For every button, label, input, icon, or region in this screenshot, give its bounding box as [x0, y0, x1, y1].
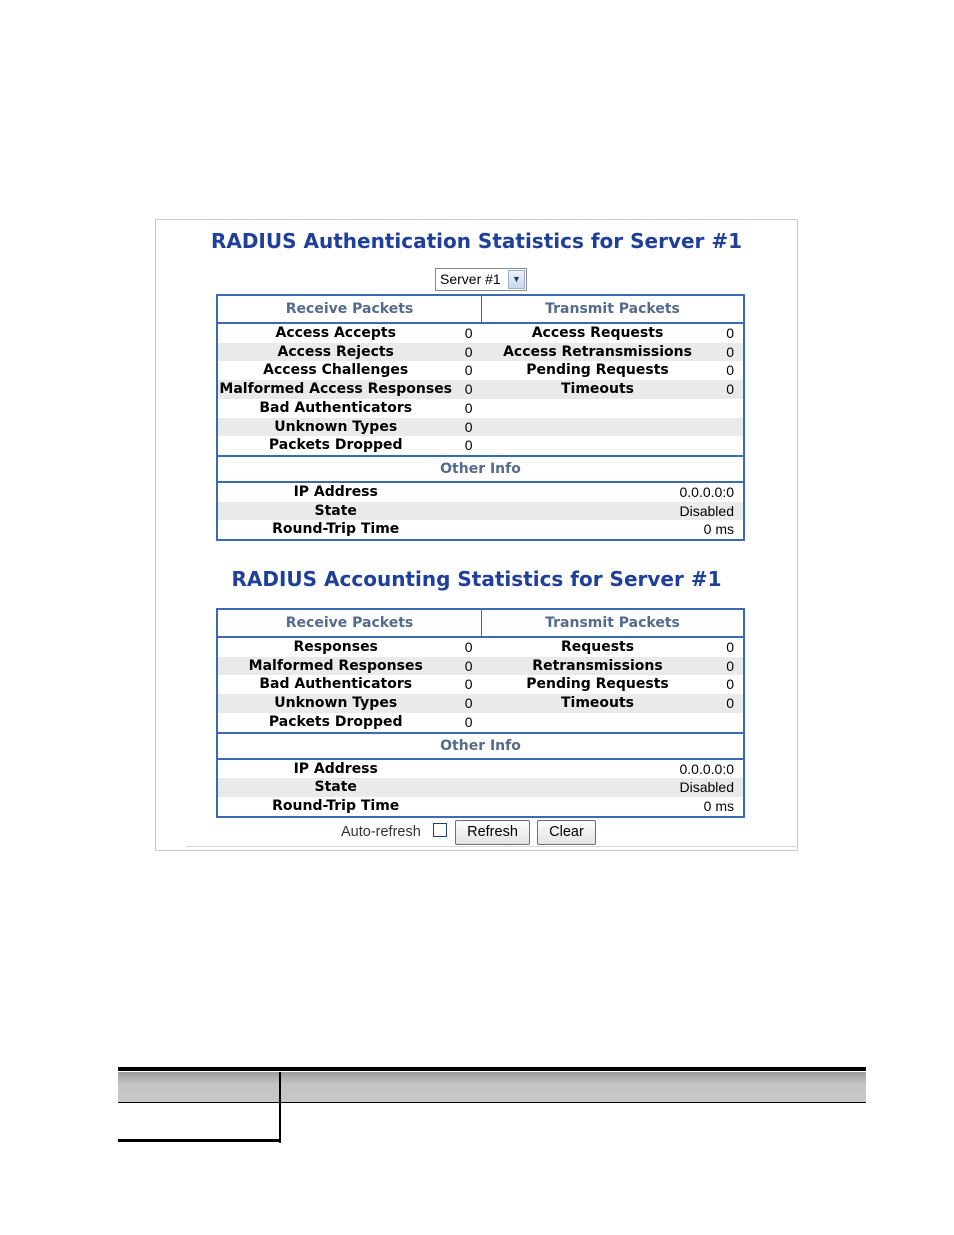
stat-row: [217, 675, 744, 694]
receive-value: 0: [464, 325, 473, 341]
acct-receive-header: Receive Packets: [217, 609, 482, 637]
clear-button[interactable]: Clear: [537, 820, 596, 845]
receive-label: Access Rejects: [217, 343, 453, 362]
other-info-label: State: [217, 778, 453, 797]
spacer-cell: [453, 482, 481, 502]
receive-label: Malformed Responses: [217, 657, 453, 676]
receive-value: 0: [453, 380, 481, 399]
transmit-label: [482, 713, 714, 733]
other-info-header-row: [217, 733, 744, 759]
other-info-header: Other Info: [217, 456, 744, 482]
transmit-label: Access Retransmissions: [482, 343, 714, 362]
receive-label: Malformed Access Responses: [217, 380, 453, 399]
transmit-value: 0: [714, 343, 745, 362]
stat-row: [217, 323, 744, 343]
receive-value: 0: [453, 694, 481, 713]
transmit-label: Retransmissions: [482, 657, 714, 676]
other-info-row: [217, 502, 744, 521]
auth-stats-table: [216, 294, 745, 541]
stat-row: [217, 343, 744, 362]
receive-value: 0: [464, 437, 473, 454]
doc-table-header-rule: [118, 1102, 866, 1103]
transmit-label: Access Requests: [531, 325, 664, 341]
panel-divider: [186, 846, 797, 847]
transmit-label: [482, 436, 714, 456]
transmit-value: 0: [726, 639, 734, 655]
stat-row: [217, 436, 744, 456]
other-info-row: [217, 797, 744, 817]
acct-transmit-header: Transmit Packets: [482, 609, 745, 637]
transmit-label: Pending Requests: [526, 362, 669, 379]
auto-refresh-label: Auto-refresh: [341, 824, 421, 840]
doc-table-header-row: [118, 1072, 866, 1102]
doc-table-column-divider: [279, 1072, 281, 1143]
transmit-value: [714, 399, 745, 418]
other-info-value: 0 ms: [703, 521, 734, 538]
stat-row: [217, 399, 744, 418]
stat-row: [217, 657, 744, 676]
other-info-value: Disabled: [482, 778, 745, 797]
auth-transmit-header: Transmit Packets: [482, 295, 745, 323]
spacer-cell: [453, 778, 481, 797]
receive-label: Packets Dropped: [268, 437, 403, 454]
auth-title: RADIUS Authentication Statistics for Server #1: [210, 229, 743, 253]
doc-table-top-rule: [118, 1067, 866, 1071]
receive-value: 0: [453, 343, 481, 362]
other-info-label: IP Address: [293, 483, 378, 500]
transmit-value: 0: [726, 676, 734, 693]
receive-value: 0: [464, 639, 473, 655]
receive-label: Access Challenges: [263, 362, 409, 379]
stat-row: [217, 361, 744, 380]
receive-label: Bad Authenticators: [259, 399, 413, 416]
transmit-label: Timeouts: [482, 380, 714, 399]
other-info-row: [217, 520, 744, 540]
transmit-label: Timeouts: [482, 694, 714, 713]
server-select[interactable]: [435, 268, 527, 291]
transmit-value: 0: [726, 362, 734, 379]
other-info-value: 0.0.0.0:0: [679, 760, 734, 777]
other-info-header: Other Info: [217, 733, 744, 759]
transmit-value: [714, 713, 745, 733]
transmit-label: Requests: [560, 639, 635, 655]
acct-stats-table: [216, 608, 745, 818]
other-info-label: Round-Trip Time: [272, 797, 400, 814]
radius-statistics-panel: [155, 219, 798, 851]
refresh-button[interactable]: Refresh: [455, 820, 530, 845]
other-info-value: Disabled: [482, 502, 745, 521]
acct-title: RADIUS Accounting Statistics for Server #1: [231, 567, 722, 591]
stat-row: [217, 694, 744, 713]
receive-value: 0: [453, 418, 481, 437]
transmit-label: [482, 418, 714, 437]
transmit-label: Pending Requests: [526, 676, 669, 693]
auto-refresh-checkbox[interactable]: [433, 823, 447, 837]
stat-row: [217, 380, 744, 399]
receive-value: 0: [453, 657, 481, 676]
other-info-label: IP Address: [293, 760, 378, 777]
spacer-cell: [453, 797, 481, 817]
transmit-value: 0: [726, 325, 734, 341]
spacer-cell: [453, 520, 481, 540]
auth-receive-header: Receive Packets: [217, 295, 482, 323]
receive-value: 0: [464, 399, 473, 416]
receive-label: Unknown Types: [217, 694, 453, 713]
spacer-cell: [453, 759, 481, 779]
other-info-label: State: [217, 502, 453, 521]
transmit-value: [714, 418, 745, 437]
other-info-label: Round-Trip Time: [272, 521, 400, 538]
other-info-row: [217, 759, 744, 779]
other-info-row: [217, 482, 744, 502]
server-select-value: Server #1: [440, 271, 501, 287]
transmit-value: 0: [714, 694, 745, 713]
spacer-cell: [453, 502, 481, 521]
stat-row: [217, 418, 744, 437]
transmit-value: 0: [714, 657, 745, 676]
chevron-down-icon[interactable]: ▼: [508, 270, 525, 289]
transmit-value: [714, 436, 745, 456]
other-info-row: [217, 778, 744, 797]
stat-row: [217, 637, 744, 657]
receive-label: Packets Dropped: [268, 713, 403, 730]
other-info-header-row: [217, 456, 744, 482]
transmit-label: [482, 399, 714, 418]
stat-row: [217, 713, 744, 733]
receive-label: Access Accepts: [275, 325, 396, 341]
receive-value: 0: [464, 362, 473, 379]
transmit-value: 0: [714, 380, 745, 399]
receive-label: Bad Authenticators: [259, 676, 413, 693]
doc-table-bottom-rule: [118, 1139, 280, 1142]
receive-value: 0: [464, 713, 473, 730]
other-info-value: 0.0.0.0:0: [679, 483, 734, 500]
controls-bar: [156, 820, 797, 846]
other-info-value: 0 ms: [703, 797, 734, 814]
receive-value: 0: [464, 676, 473, 693]
receive-label: Responses: [293, 639, 378, 655]
receive-label: Unknown Types: [217, 418, 453, 437]
